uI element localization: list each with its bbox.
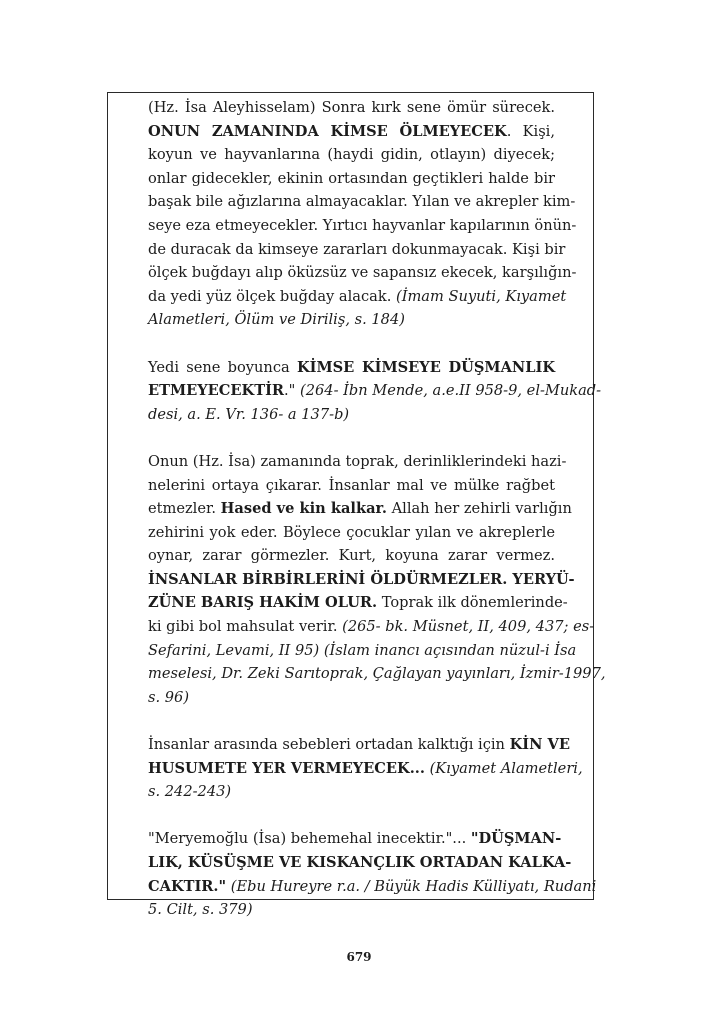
quote-box-content [148, 96, 606, 945]
text-line [148, 190, 576, 214]
body-text: Toprak ilk dönemlerinde- [377, 594, 568, 612]
text-line [148, 379, 602, 403]
text-line [148, 521, 555, 545]
emphasis-bold: ETMEYECEKTİR [148, 382, 285, 400]
text-line [148, 96, 555, 120]
text-line [148, 827, 562, 851]
body-text: nelerini ortaya çıkarar. İnsanlar mal ve mülke rağbet [148, 476, 555, 494]
citation-italic: (264- İbn Mende, a.e.II 958-9, el-Mukad- [300, 382, 602, 400]
paragraph [148, 356, 602, 427]
body-text: onlar gidecekler, ekinin ortasından geçtikleri halde bir [148, 169, 555, 187]
citation-italic: (265- bk. Müsnet, II, 409, 437; es- [342, 618, 595, 636]
emphasis-bold: İNSANLAR BİRBİRLERİNİ ÖLDÜRMEZLER. YERYÜ- [148, 570, 575, 588]
page-number: 679 [346, 950, 372, 964]
text-line [148, 780, 555, 804]
text-line [148, 403, 555, 427]
emphasis-bold: Hased ve kin kalkar. [220, 500, 387, 518]
citation-italic: s. 242-243) [148, 783, 232, 801]
citation-italic: s. 96) [148, 688, 190, 706]
body-text: ." [284, 382, 301, 400]
text-line [148, 143, 555, 167]
body-text: oynar, zarar görmezler. Kurt, koyuna zarar vermez. [148, 547, 555, 565]
body-text: İnsanlar arasında sebebleri ortadan kalktığı için [148, 736, 510, 754]
body-text: (Hz. İsa Aleyhisselam) Sonra kırk sene ömür sürecek. [148, 99, 555, 116]
body-text: koyun ve hayvanlarına (haydi gidin, otlayın) diyecek; [148, 146, 555, 164]
emphasis-bold: ZÜNE BARIŞ HAKİM OLUR. [148, 594, 378, 612]
body-text: . Kişi, [506, 122, 555, 140]
emphasis-bold: KİMSE KİMSEYE DÜŞMANLIK [296, 358, 555, 376]
text-line [148, 120, 555, 144]
text-line [148, 851, 572, 875]
body-text: başak bile ağızlarına almayacaklar. Yılan ve akrepler kim- [148, 193, 576, 211]
emphasis-bold: KİN VE [509, 736, 570, 754]
text-line [148, 662, 606, 686]
citation-italic: Sefarini, Levami, II 95) (İslam inancı açısından nüzul-i İsa [148, 641, 577, 659]
body-text: Onun (Hz. İsa) zamanında toprak, derinliklerindeki hazi- [148, 452, 567, 470]
text-line [148, 615, 595, 639]
text-line [148, 238, 566, 262]
text-line [148, 474, 555, 498]
body-text: Allah her zehirli varlığın [386, 500, 572, 518]
body-text: etmezler. [148, 500, 221, 518]
text-line [148, 733, 570, 757]
text-line [148, 308, 555, 332]
text-line [148, 261, 577, 285]
paragraph [148, 733, 583, 804]
citation-italic: (Kıyamet Alametleri, [424, 759, 583, 777]
body-text: de duracak da kimseye zararları dokunmayacak. Kişi bir [148, 240, 566, 258]
citation-italic: meselesi, Dr. Zeki Sarıtoprak, Çağlayan yayınları, İzmir-1997, [148, 665, 606, 683]
text-line [148, 757, 583, 781]
emphasis-bold: HUSUMETE YER VERMEYECEK... [148, 759, 425, 777]
citation-italic: (İmam Suyuti, Kıyamet [396, 287, 567, 305]
text-line [148, 167, 555, 191]
text-line [148, 686, 555, 710]
paragraph [148, 450, 606, 710]
emphasis-bold: "DÜŞMAN- [470, 830, 562, 848]
citation-italic: desi, a. E. Vr. 136- a 137-b) [148, 405, 350, 423]
paragraph [148, 96, 577, 332]
body-text: Yedi sene boyunca [148, 358, 297, 376]
text-line [148, 639, 577, 663]
text-line [148, 898, 555, 922]
body-text: zehirini yok eder. Böylece çocuklar yılan ve akreplerle [148, 523, 555, 541]
emphasis-bold: LIK, KÜSÜŞME VE KISKANÇLIK ORTADAN KALKA- [148, 854, 572, 871]
citation-italic: Alametleri, Ölüm ve Diriliş, s. 184) [148, 311, 405, 329]
citation-italic: (Ebu Hureyre r.a. / Büyük Hadis Külliyatı, Rudani [226, 877, 597, 895]
text-line [148, 875, 597, 899]
text-line [148, 356, 555, 380]
body-text: seye eza etmeyecekler. Yırtıcı hayvanlar kapılarının önün- [148, 216, 577, 234]
body-text: da yedi yüz ölçek buğday alacak. [148, 287, 397, 305]
citation-italic: 5. Cilt, s. 379) [148, 901, 253, 919]
text-line [148, 450, 567, 474]
text-line [148, 544, 555, 568]
emphasis-bold: CAKTIR." [148, 877, 227, 895]
paragraph [148, 827, 597, 921]
text-line [148, 568, 575, 592]
emphasis-bold: ONUN ZAMANINDA KİMSE ÖLMEYECEK [148, 122, 507, 140]
text-line [148, 497, 572, 521]
body-text: ki gibi bol mahsulat verir. [148, 618, 343, 636]
text-line [148, 285, 567, 309]
text-line [148, 214, 577, 238]
text-line [148, 591, 568, 615]
body-text: "Meryemoğlu (İsa) behemehal inecektir."... [148, 830, 471, 848]
body-text: ölçek buğdayı alıp öküzsüz ve sapansız ekecek, karşılığın- [148, 264, 577, 282]
